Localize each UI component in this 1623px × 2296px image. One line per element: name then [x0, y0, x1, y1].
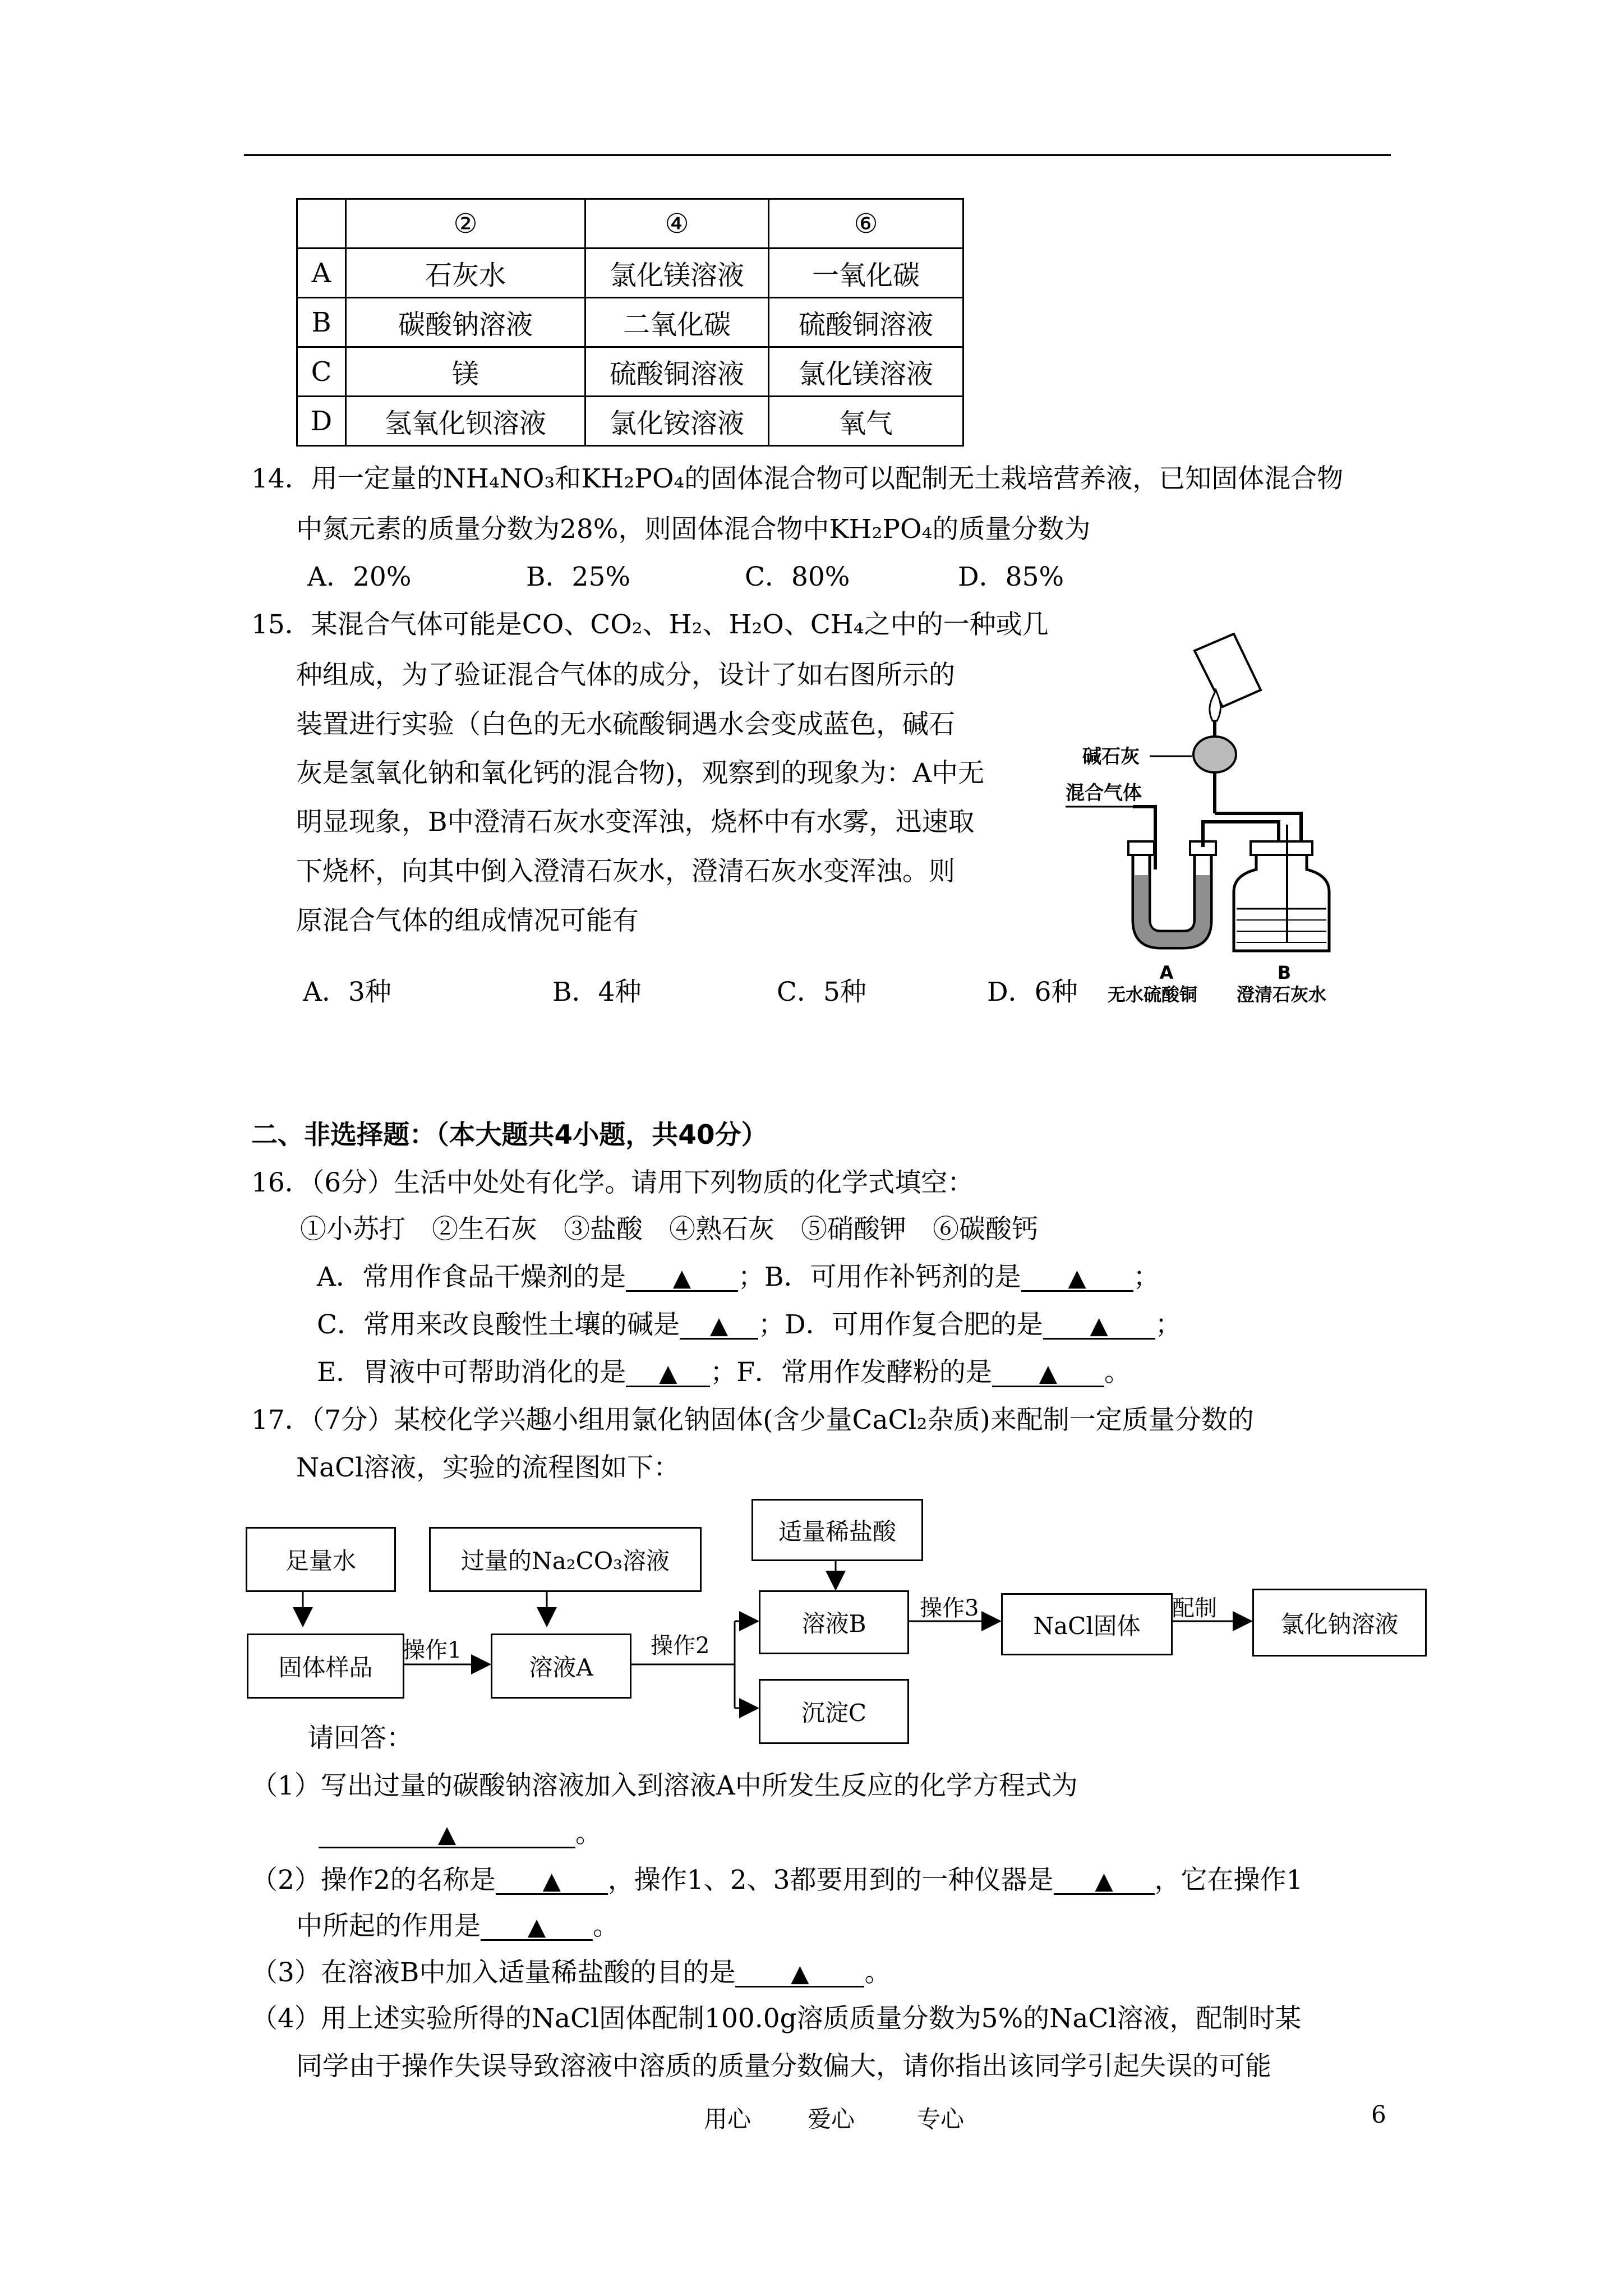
q16-e-text: E．胃液中可帮助消化的是: [317, 1357, 626, 1388]
footer-slogan-1: 用心: [704, 2105, 751, 2133]
q15-line-4: 灰是氢氧化钠和氧化钙的混合物)，观察到的现象为：A中无: [296, 758, 985, 789]
section-heading: 二、非选择题：（本大题共4小题，共40分）: [251, 1120, 768, 1151]
q15-line-1: 15．某混合气体可能是CO、CO₂、H₂、H₂O、CH₄之中的一种或几: [251, 609, 1049, 640]
answer-blank[interactable]: [496, 1867, 608, 1895]
table-cell: D: [297, 397, 346, 446]
triangle-icon: ▲: [1095, 1867, 1113, 1894]
answer-blank[interactable]: [319, 1820, 575, 1848]
flow-box-nacl-solution: 氯化钠溶液: [1252, 1589, 1427, 1657]
table-cell: 氯化铵溶液: [585, 397, 769, 446]
triangle-icon: ▲: [709, 1312, 728, 1339]
label-a: A: [1159, 962, 1174, 983]
q17-sub3: （3）在溶液B中加入适量稀盐酸的目的是: [251, 1957, 736, 1988]
q15-line-5: 明显现象，B中澄清石灰水变浑浊，烧杯中有水雾，迅速取: [296, 807, 975, 838]
triangle-icon: ▲: [1068, 1264, 1086, 1291]
q17-sub1-line: （1）写出过量的碳酸钠溶液加入到溶液A中所发生反应的化学方程式为: [251, 1770, 1078, 1801]
q16-b-text: B．可用作补钙剂的是: [764, 1262, 1021, 1292]
q16-period: 。: [1104, 1357, 1131, 1388]
q17-sub2-row-2: [296, 1913, 619, 1941]
flow-box-precipitate-c: 沉淀C: [759, 1679, 909, 1744]
q15-line-6: 下烧杯，向其中倒入澄清石灰水，澄清石灰水变浑浊。则: [296, 856, 955, 887]
op1-label: 操作1: [403, 1637, 462, 1663]
q16-d-text: D．可用作复合肥的是: [784, 1309, 1043, 1340]
triangle-icon: ▲: [672, 1264, 691, 1291]
triangle-icon: ▲: [791, 1959, 809, 1987]
table-cell: 氯化镁溶液: [585, 249, 769, 298]
table-cell: 石灰水: [346, 249, 585, 298]
triangle-icon: ▲: [1090, 1312, 1108, 1339]
label-a-name: 无水硫酸铜: [1108, 984, 1198, 1005]
mixed-gas-label: 混合气体: [1066, 782, 1142, 804]
flow-box-na2co3: 过量的Na₂CO₃溶液: [429, 1527, 702, 1592]
table-cell: 一氧化碳: [769, 249, 963, 298]
q14-option-b: B．25%: [526, 562, 631, 592]
q16-semicolon: ；: [1133, 1262, 1160, 1292]
q17-sub2-d: 中所起的作用是: [296, 1911, 481, 1941]
flow-box-solution-b: 溶液B: [759, 1590, 909, 1654]
q16-a-text: A．常用作食品干燥剂的是: [317, 1262, 626, 1292]
q17-period: 。: [864, 1957, 891, 1988]
table-cell: 氢氧化钡溶液: [346, 397, 585, 446]
table-cell: 硫酸铜溶液: [585, 347, 769, 397]
answer-blank[interactable]: [1054, 1867, 1155, 1895]
table-cell: ④: [585, 199, 769, 249]
table-cell: 二氧化碳: [585, 298, 769, 347]
q17-period: 。: [575, 1818, 602, 1849]
footer-slogan-2: 爱心: [808, 2105, 855, 2133]
triangle-icon: ▲: [437, 1820, 457, 1848]
table-cell: 碳酸钠溶液: [346, 298, 585, 347]
table-cell: 硫酸铜溶液: [769, 298, 963, 347]
q17-sub2-c: ，它在操作1: [1154, 1865, 1303, 1895]
op2-label: 操作2: [651, 1633, 710, 1659]
q17-sub2-a: （2）操作2的名称是: [251, 1865, 496, 1895]
triangle-icon: ▲: [659, 1359, 677, 1387]
q16-semicolon: ；: [1155, 1309, 1182, 1340]
q16-items: ①小苏打 ②生石灰 ③盐酸 ④熟石灰 ⑤硝酸钾 ⑥碳酸钙: [300, 1214, 1038, 1245]
table-cell: 氯化镁溶液: [769, 347, 963, 397]
table-cell: B: [297, 298, 346, 347]
triangle-icon: ▲: [1039, 1359, 1058, 1387]
soda-lime-label: 碱石灰: [1082, 746, 1140, 768]
q17-sub4-line-2: 同学由于操作失误导致溶液中溶质的质量分数偏大，请你指出该同学引起失误的可能: [296, 2051, 1271, 2082]
q16-f-text: F．常用作发酵粉的是: [736, 1357, 992, 1388]
footer-slogan-3: 专心: [917, 2105, 965, 2133]
flow-box-sample: 固体样品: [247, 1634, 404, 1699]
q15-option-c: C．5种: [777, 977, 866, 1007]
q17-sub4-line-1: （4）用上述实验所得的NaCl固体配制100.0g溶质质量分数为5%的NaCl溶液，配制时某: [251, 2003, 1302, 2034]
table-cell: 镁: [346, 347, 585, 397]
flow-box-nacl-solid: NaCl固体: [1001, 1593, 1173, 1655]
q16-semicolon: ；: [758, 1309, 785, 1340]
answer-blank[interactable]: [481, 1913, 593, 1941]
q17-sub2-row: [251, 1867, 1303, 1895]
q17-period: 。: [593, 1911, 619, 1941]
q16-semicolon: ；: [737, 1262, 764, 1292]
label-b-name: 澄清石灰水: [1237, 984, 1327, 1005]
q15-option-a: A．3种: [303, 977, 391, 1007]
answer-prompt: 请回答：: [307, 1723, 413, 1754]
triangle-icon: ▲: [527, 1913, 546, 1940]
flow-box-hcl: 适量稀盐酸: [751, 1499, 923, 1561]
table-cell: C: [297, 347, 346, 397]
q17-sub1-blank-row: [319, 1820, 602, 1848]
q15-option-b: B．4种: [552, 977, 642, 1007]
q17-sub3-row: [251, 1959, 891, 1987]
table-cell: A: [297, 249, 346, 298]
q17-line-2: NaCl溶液，实验的流程图如下：: [296, 1452, 680, 1483]
op3-label: 操作3: [920, 1595, 979, 1621]
q16-line-1: 16．（6分）生活中处处有化学。请用下列物质的化学式填空：: [251, 1167, 974, 1198]
triangle-icon: ▲: [542, 1867, 561, 1894]
flow-box-water: 足量水: [246, 1527, 396, 1592]
q14-option-a: A．20%: [307, 562, 412, 592]
q15-option-d: D．6种: [987, 977, 1078, 1007]
table-cell: ⑥: [769, 199, 963, 249]
answer-blank[interactable]: [735, 1959, 864, 1987]
label-b: B: [1277, 962, 1292, 983]
table-cell: ②: [346, 199, 585, 249]
q17-sub2-b: ，操作1、2、3都要用到的一种仪器是: [607, 1865, 1054, 1895]
q15-line-7: 原混合气体的组成情况可能有: [296, 905, 639, 936]
q17-line-1: 17．（7分）某校化学兴趣小组用氯化钠固体(含少量CaCl₂杂质)来配制一定质量分数的: [251, 1405, 1254, 1435]
flow-box-solution-a: 溶液A: [491, 1634, 631, 1699]
q14-option-d: D．85%: [958, 562, 1064, 592]
prep-label: 配制: [1172, 1595, 1217, 1621]
table-cell: 氧气: [769, 397, 963, 446]
q14-line-1: 14．用一定量的NH₄NO₃和KH₂PO₄的固体混合物可以配制无土栽培营养液，已知固体混合物: [251, 463, 1344, 494]
q14-line-2: 中氮元素的质量分数为28%，则固体混合物中KH₂PO₄的质量分数为: [296, 514, 1091, 545]
page-number: 6: [1371, 2101, 1386, 2128]
q15-line-2: 种组成，为了验证混合气体的成分，设计了如右图所示的: [296, 660, 955, 691]
q16-semicolon: ；: [710, 1357, 737, 1388]
q14-option-c: C．80%: [745, 562, 850, 592]
q15-line-3: 装置进行实验（白色的无水硫酸铜遇水会变成蓝色，碱石: [296, 709, 955, 740]
q16-c-text: C．常用来改良酸性土壤的碱是: [317, 1309, 680, 1340]
